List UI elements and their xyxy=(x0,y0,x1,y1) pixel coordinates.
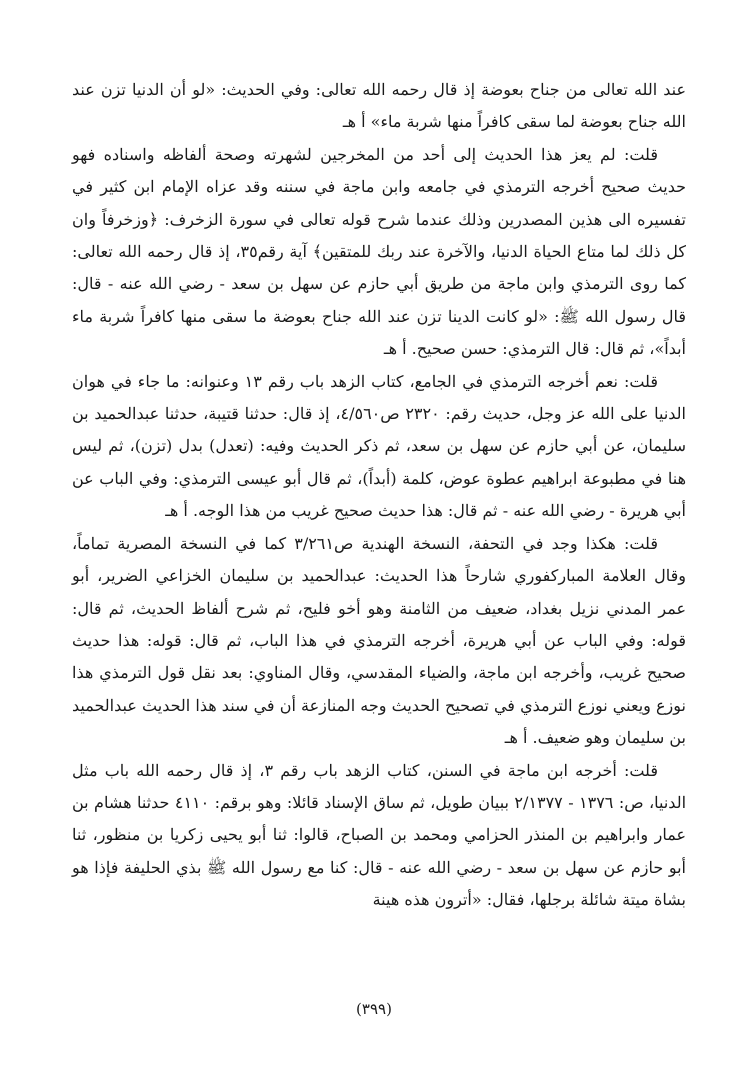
paragraph-continuation: عند الله تعالى من جناح بعوضة إذ قال رحمه الله تعالى: وفي الحديث: «لو أن الدنيا تزن عند الله جناح بعوضة لما سقى كافراً منها شربة ماء» أ هـ xyxy=(72,80,686,132)
paragraph-hadith-attribution: قلت: لم يعز هذا الحديث إلى أحد من المخرجين لشهرته وصحة ألفاظه واسناده فهو حديث صحيح أخرجه الترمذي في جامعه وابن ماجة في سننه وقد عزاه الإمام ابن كثير في تفسيره الى هذين المصدرين وذلك عندما شرح قوله تعالى في سورة الزخرف: ﴿وزخرفاً وان كل ذلك لما متاع الحياة الدنيا، والآخرة عند ربك للمتقين﴾ آية رقم٣٥، إذ قال رحمه الله تعالى: كما روى الترمذي وابن ماجة من طريق أبي حازم عن سهل بن سعد - رضي الله عنه - قال: قال رسول الله ﷺ: «لو كانت الدينا تزن عند الله جناح بعوضة ما سقى منها كافراً شربة ماء أبداً»، ثم قال: قال الترمذي: حسن صحيح. أ هـ xyxy=(72,144,687,359)
paragraph-tirmidhi-source: قلت: نعم أخرجه الترمذي في الجامع، كتاب الزهد باب رقم ١٣ وعنوانه: ما جاء في هوان الدنيا على الله عز وجل، حديث رقم: ٢٣٢٠ ص٤/٥٦٠، إذ قال: حدثنا قتيبة، حدثنا عبدالحميد بن سليمان، عن أبي حازم عن سهل بن سعد، ثم ذكر الحديث وفيه: (تعدل) بدل (تزن)، ثم ليس هنا في مطبوعة ابراهيم عطوة عوض، كلمة (أبداً)، ثم قال أبو عيسى الترمذي: وفي الباب عن أبي هريرة - رضي الله عنه - ثم قال: هذا حديث صحيح غريب من هذا الوجه. أ هـ xyxy=(72,371,686,521)
paragraph-ibn-majah-source: قلت: أخرجه ابن ماجة في السنن، كتاب الزهد باب رقم ٣، إذ قال رحمه الله باب مثل الدنيا، ص: ١٣٧٦ - ٢/١٣٧٧ ببيان طويل، ثم ساق الإسناد قائلا: وهو برقم: ٤١١٠ حدثنا هشام بن عمار وابراهيم بن المنذر الحزامي ومحمد بن الصباح، قالوا: ثنا أبو يحيى زكريا بن منظور، ثنا أبو حازم عن سهل بن سعد - رضي الله عنه - قال: كنا مع رسول الله ﷺ بذي الحليفة فإذا هو بشاة ميتة شائلة برجلها، فقال: «أترون هذه هينة xyxy=(72,760,687,910)
paragraph-tuhfa-commentary: قلت: هكذا وجد في التحفة، النسخة الهندية ص٣/٢٦١ كما في النسخة المصرية تماماً، وقال العلامة المباركفوري شارحاً هذا الحديث: عبدالحميد بن سليمان الخزاعي الضرير، أبو عمر المدني نزيل بغداد، ضعيف من الثامنة وهو أخو فليح، ثم شرح ألفاظ الحديث، ثم قال: قوله: وفي الباب عن أبي هريرة، أخرجه الترمذي في هذا الباب، ثم قال: قوله: هذا حديث صحيح غريب، وأخرجه ابن ماجة، والضياء المقدسي، وقال المناوي: بعد نقل قول الترمذي هذا نوزع ويعني نوزع الترمذي في تصحيح الحديث وجه المنازعة أن في سند هذا الحديث عبدالحميد بن سليمان وهو ضعيف. أ هـ xyxy=(72,533,687,748)
page-number: (٣٩٩) xyxy=(356,1000,392,1018)
page-body xyxy=(72,74,686,917)
